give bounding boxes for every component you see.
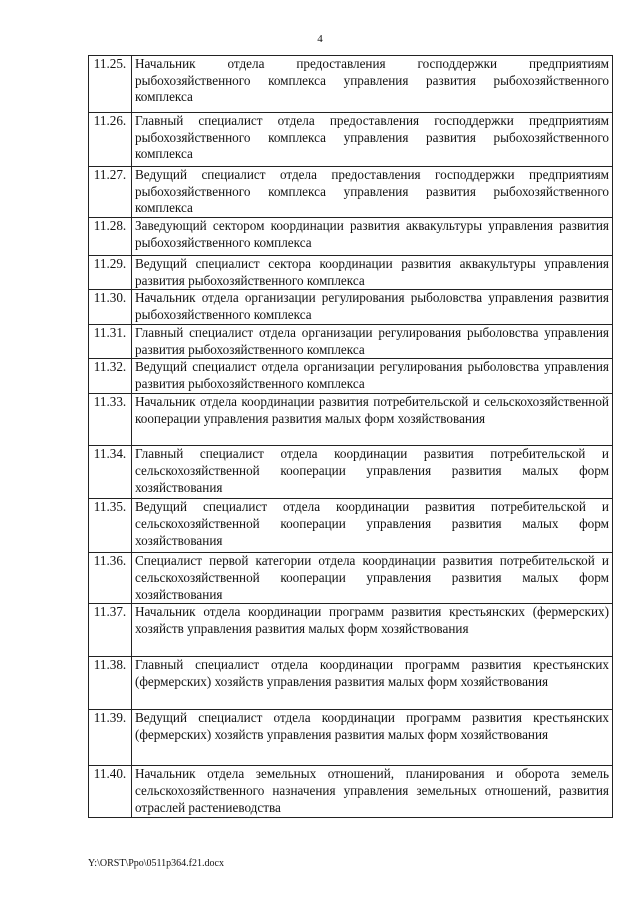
table-row — [89, 56, 613, 113]
row-number: 11.33. — [89, 394, 132, 446]
row-number: 11.29. — [89, 256, 132, 290]
table-row — [89, 218, 613, 256]
table-row — [89, 766, 613, 818]
row-number: 11.32. — [89, 359, 132, 394]
position-title: Ведущий специалист отдела организации регулирования рыболовства управления развития рыбохозяйственного комплекса — [132, 359, 613, 394]
row-number: 11.28. — [89, 218, 132, 256]
table-row — [89, 256, 613, 290]
position-title: Ведущий специалист отдела координации развития потребительской и сельскохозяйственной кооперации управления развития малых форм хозяйствования — [132, 499, 613, 553]
table-row — [89, 394, 613, 446]
table-row — [89, 553, 613, 604]
footer-file-path: Y:\ORST\Ppo\0511p364.f21.docx — [88, 858, 224, 869]
row-number: 11.39. — [89, 710, 132, 766]
row-number: 11.31. — [89, 325, 132, 359]
row-number: 11.30. — [89, 290, 132, 325]
table-row — [89, 359, 613, 394]
table-row — [89, 167, 613, 218]
position-title: Ведущий специалист отдела предоставления господдержки предприятиям рыбохозяйственного комплекса управления развития рыбохозяйственного комплекса — [132, 167, 613, 218]
page-number: 4 — [317, 33, 323, 45]
row-number: 11.27. — [89, 167, 132, 218]
table-row — [89, 446, 613, 499]
position-title: Начальник отдела земельных отношений, планирования и оборота земель сельскохозяйственного назначения управления земельных отношений, развития отраслей растениеводства — [132, 766, 613, 818]
row-number: 11.37. — [89, 604, 132, 657]
table-row — [89, 290, 613, 325]
position-title: Ведущий специалист отдела координации программ развития крестьянских (фермерских) хозяйств управления развития малых форм хозяйствования — [132, 710, 613, 766]
row-number: 11.36. — [89, 553, 132, 604]
table-row — [89, 325, 613, 359]
positions-table — [88, 55, 613, 818]
position-title: Главный специалист отдела организации регулирования рыболовства управления развития рыбохозяйственного комплекса — [132, 325, 613, 359]
row-number: 11.35. — [89, 499, 132, 553]
row-number: 11.38. — [89, 657, 132, 710]
position-title: Специалист первой категории отдела координации развития потребительской и сельскохозяйственной кооперации управления развития малых форм хозяйствования — [132, 553, 613, 604]
table-row — [89, 710, 613, 766]
position-title: Начальник отдела организации регулирования рыболовства управления развития рыбохозяйственного комплекса — [132, 290, 613, 325]
position-title: Заведующий сектором координации развития аквакультуры управления развития рыбохозяйственного комплекса — [132, 218, 613, 256]
row-number: 11.40. — [89, 766, 132, 818]
table-row — [89, 657, 613, 710]
position-title: Главный специалист отдела координации программ развития крестьянских (фермерских) хозяйств управления развития малых форм хозяйствования — [132, 657, 613, 710]
table-row — [89, 113, 613, 167]
position-title: Начальник отдела координации программ развития крестьянских (фермерских) хозяйств управления развития малых форм хозяйствования — [132, 604, 613, 657]
position-title: Ведущий специалист сектора координации развития аквакультуры управления развития рыбохозяйственного комплекса — [132, 256, 613, 290]
row-number: 11.26. — [89, 113, 132, 167]
row-number: 11.34. — [89, 446, 132, 499]
table-row — [89, 604, 613, 657]
position-title: Главный специалист отдела предоставления господдержки предприятиям рыбохозяйственного комплекса управления развития рыбохозяйственного комплекса — [132, 113, 613, 167]
position-title: Начальник отдела координации развития потребительской и сельскохозяйственной кооперации управления развития малых форм хозяйствования — [132, 394, 613, 446]
position-title: Главный специалист отдела координации развития потребительской и сельскохозяйственной кооперации управления развития малых форм хозяйствования — [132, 446, 613, 499]
position-title: Начальник отдела предоставления господдержки предприятиям рыбохозяйственного комплекса управления развития рыбохозяйственного комплекса — [132, 56, 613, 113]
table-row — [89, 499, 613, 553]
row-number: 11.25. — [89, 56, 132, 113]
